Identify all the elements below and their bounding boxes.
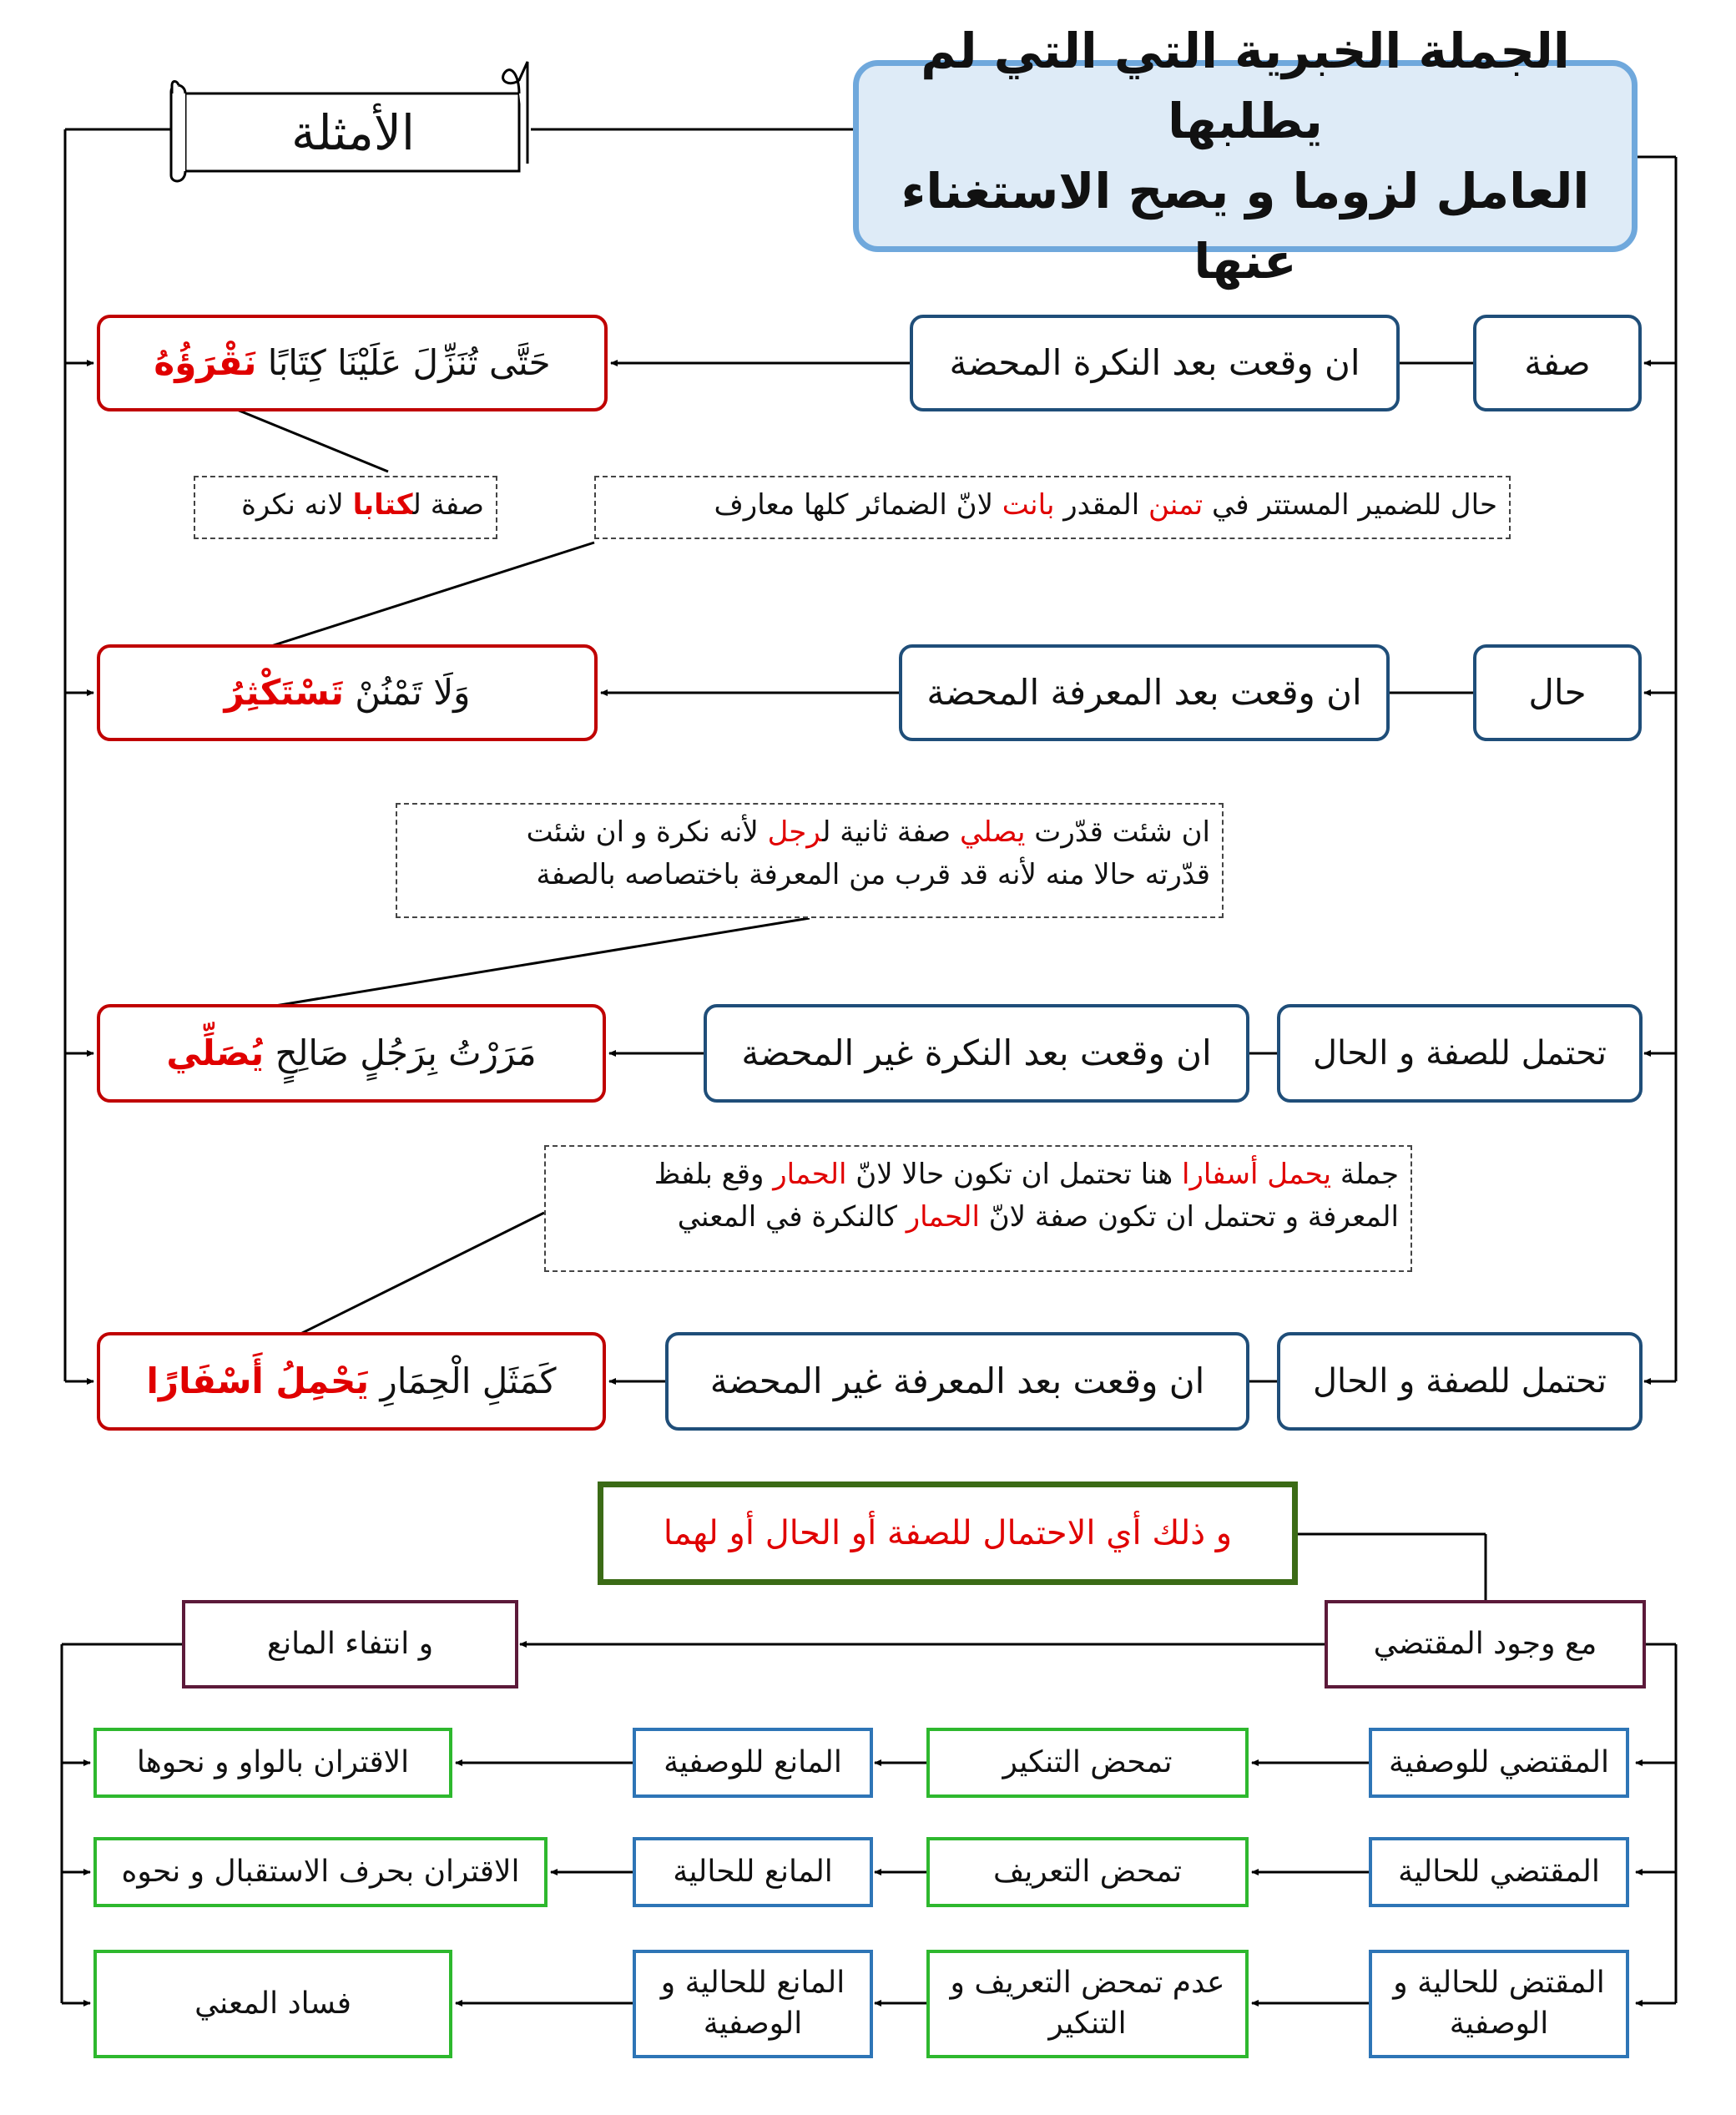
example-text: مَرَرْتُ بِرَجُلٍ صَالِحٍ يُصَلِّي: [166, 1032, 537, 1073]
intifa-box: [182, 1600, 518, 1688]
main-title-line-2: العامل لزوما و يصح الاستغناء عنها: [901, 163, 1590, 290]
condition-box-2: [899, 644, 1390, 741]
intifa-text: و انتفاء المانع: [266, 1626, 434, 1661]
examples-title-text: الأمثلة: [290, 103, 416, 161]
mani-both-box: [633, 1950, 873, 2058]
main-title-box: [853, 22, 1638, 290]
condition-label: ان وقعت بعد النكرة غير المحضة: [741, 1032, 1212, 1073]
cell-text: فساد المعني: [194, 1986, 351, 2021]
main-title-line-1: الجملة الخبرية التي التي لم يطلبها: [921, 22, 1570, 149]
muqtadi-box: [1325, 1600, 1646, 1688]
example-highlight: نَقْرَؤُهُ: [154, 341, 257, 383]
example-box-1: [97, 315, 608, 411]
cond-tanakir-box: [926, 1728, 1249, 1798]
condition-box-3: [704, 1004, 1249, 1103]
note-4: جملة يحمل أسفارا هنا تحتمل ان تكون حالا لانّ الحمار وقع بلفظ المعرفة و تحتمل ان تكون صفة لانّ الحمار كالنكرة في المعني: [544, 1145, 1412, 1272]
cell-text: المقتض للحالية و الوصفية: [1393, 1966, 1605, 2041]
example-box-3: [97, 1004, 606, 1103]
type-label: صفة: [1524, 341, 1591, 383]
example-highlight: يُصَلِّي: [166, 1032, 265, 1073]
example-text: حَتَّى تُنَزِّلَ عَلَيْنَا كِتَابًا نَقْرَؤُهُ: [154, 341, 551, 383]
type-label: تحتمل للصفة و الحال: [1312, 1362, 1607, 1401]
examples-title: [190, 97, 516, 169]
type-label: حال: [1528, 671, 1587, 713]
example-text: وَلَا تَمْنُنْ تَسْتَكْثِرُ: [224, 671, 471, 713]
mani-wasfiya-box: [633, 1728, 873, 1798]
ihtimal-text: و ذلك أي الاحتمال للصفة أو الحال أو لهما: [663, 1514, 1233, 1552]
cell-text: الاقتران بحرف الاستقبال و نحوه: [121, 1854, 520, 1889]
muqtadi-haliya-box: [1369, 1837, 1629, 1907]
mani-haliya-box: [633, 1837, 873, 1907]
example-highlight: تَسْتَكْثِرُ: [224, 671, 344, 713]
condition-box-1: [910, 315, 1400, 411]
note-3: ان شئت قدّرت يصلي صفة ثانية لرجل لأنه نكرة و ان شئت قدّرته حالا منه لأنه قد قرب من المعرفة باختصاصه بالصفة: [396, 803, 1224, 918]
muqtadi-both-box: [1369, 1950, 1629, 2058]
muqtadi-text: مع وجود المقتضي: [1373, 1626, 1597, 1661]
cell-text: الاقتران بالواو و نحوها: [136, 1744, 410, 1779]
condition-label: ان وقعت بعد المعرفة المحضة: [926, 671, 1362, 713]
type-box-sifa: [1473, 315, 1642, 411]
result-istiqbal-box: [93, 1837, 548, 1907]
note-1: صفة لكتابا لانه نكرة: [194, 476, 497, 539]
example-box-2: [97, 644, 598, 741]
muqtadi-wasfiya-box: [1369, 1728, 1629, 1798]
result-fasad-box: [93, 1950, 452, 2058]
example-text: كَمَثَلِ الْحِمَارِ يَحْمِلُ أَسْفَارًا: [146, 1360, 557, 1401]
cell-text: المقتضي للوصفية: [1389, 1744, 1609, 1779]
type-box-hal: [1473, 644, 1642, 741]
example-highlight: يَحْمِلُ أَسْفَارًا: [146, 1360, 370, 1401]
condition-label: ان وقعت بعد المعرفة غير المحضة: [709, 1360, 1205, 1401]
result-waw-box: [93, 1728, 452, 1798]
cond-both-box: [926, 1950, 1249, 2058]
condition-label: ان وقعت بعد النكرة المحضة: [949, 341, 1360, 383]
type-label: تحتمل للصفة و الحال: [1312, 1034, 1607, 1073]
type-box-both-2: [1277, 1332, 1643, 1431]
cell-text: المانع للحالية: [673, 1854, 833, 1889]
example-box-4: [97, 1332, 606, 1431]
cond-tarif-box: [926, 1837, 1249, 1907]
ihtimal-box: [598, 1482, 1298, 1585]
cell-text: المانع للحالية و الوصفية: [660, 1966, 845, 2041]
cell-text: عدم تمحض التعريف و التنكير: [950, 1966, 1225, 2041]
cell-text: تمحض التعريف: [993, 1854, 1182, 1889]
cell-text: المانع للوصفية: [664, 1744, 842, 1779]
note-2: حال للضمير المستتر في تمنن المقدر بانت لانّ الضمائر كلها معارف: [594, 476, 1511, 539]
cell-text: المقتضي للحالية: [1398, 1854, 1600, 1889]
cell-text: تمحض التنكير: [1002, 1744, 1173, 1779]
type-box-both-1: [1277, 1004, 1643, 1103]
condition-box-4: [665, 1332, 1249, 1431]
